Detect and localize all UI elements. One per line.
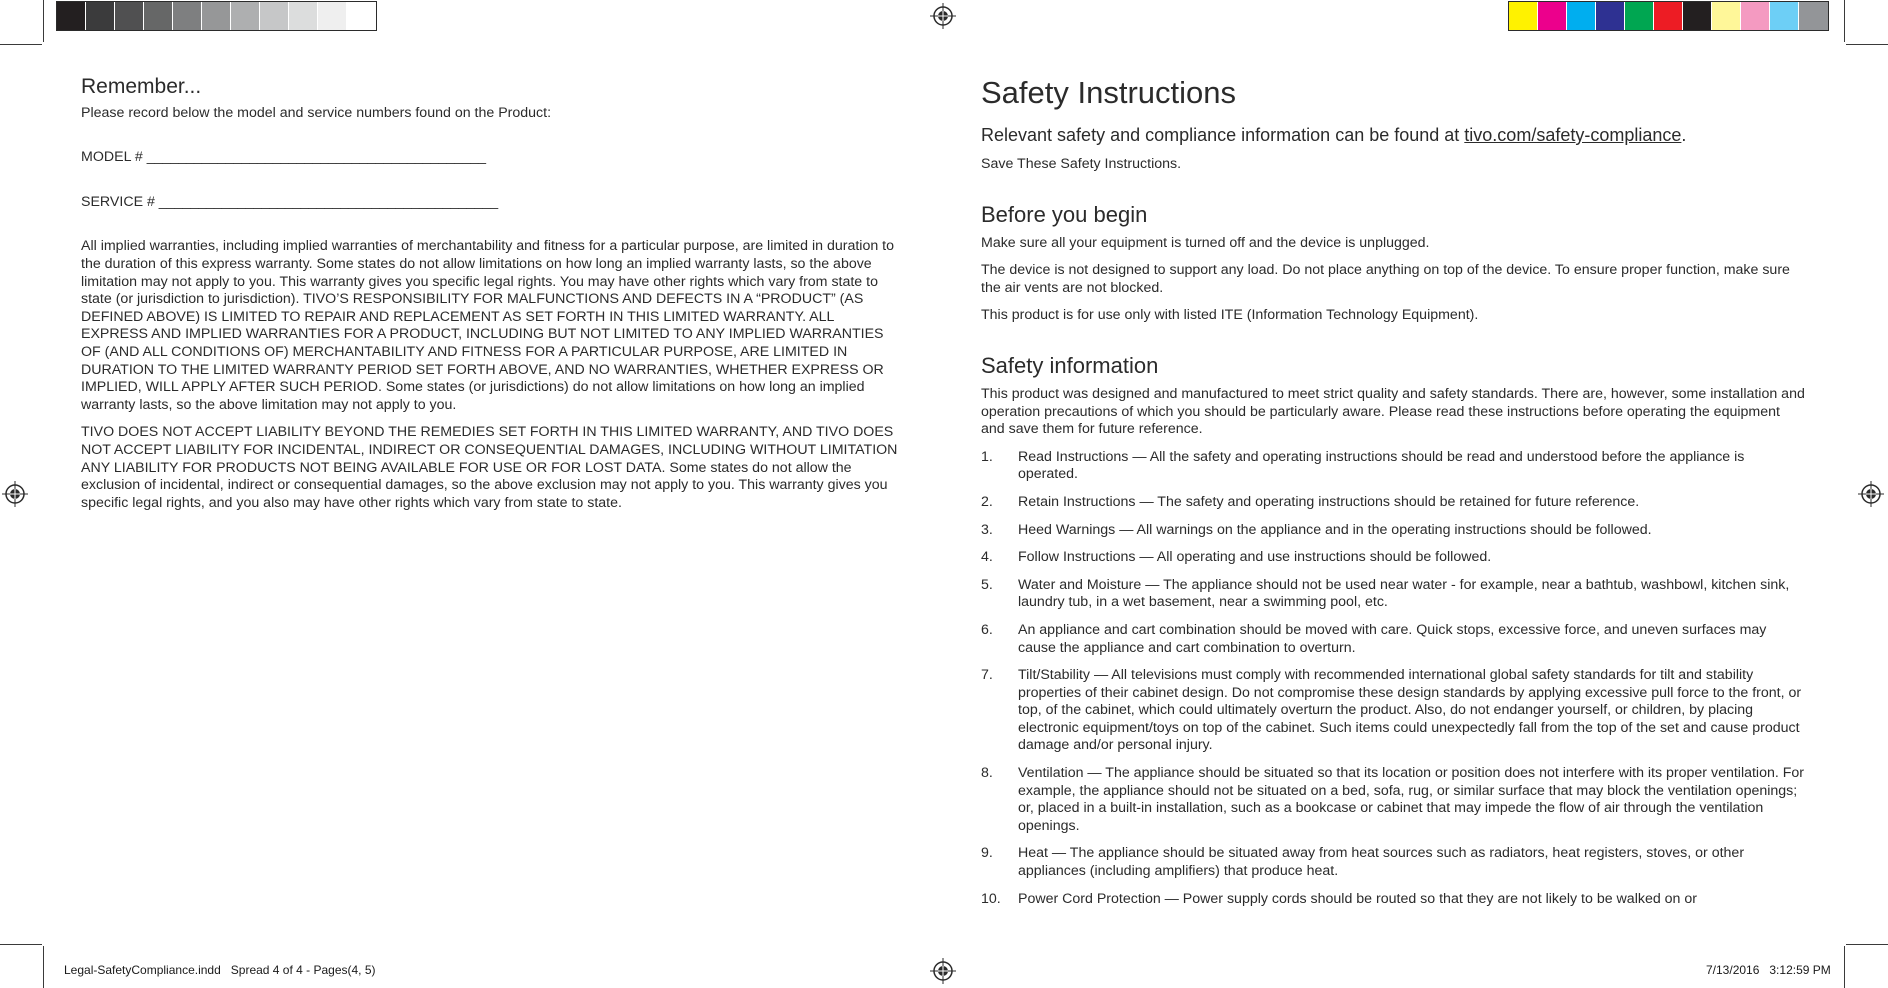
list-item: [981, 577, 1806, 612]
color-swatch: [1625, 2, 1654, 30]
registration-mark-icon: [930, 3, 956, 29]
list-item-text: Tilt/Stability — All televisions must comply with recommended international global safety standards for tilt and stability properties of their cabinet design. Do not compromise these design standards by applying excessive pull force to the front, or top, of the cabinet, which could ultimately overturn the product. Also, do not endanger yourself, or children, by placing electronic equipment/toys on top of the cabinet. Such items could unexpectedly fall from the top of the set and cause product damage and/or personal injury.: [1018, 667, 1802, 754]
gray-swatch: [289, 2, 318, 30]
before-paragraph-2: The device is not designed to support any load. Do not place anything on top of the device. To ensure proper function, make sure the air vents are not blocked.: [981, 262, 1790, 296]
color-swatch: [1741, 2, 1770, 30]
crop-mark: [43, 946, 44, 988]
list-item-number: 9.: [981, 845, 993, 862]
color-swatch: [1538, 2, 1567, 30]
left-page: [81, 74, 901, 522]
remember-heading: Remember...: [81, 75, 202, 98]
list-item-text: Ventilation — The appliance should be situated so that its location or position does not interfere with its proper ventilation. For example, the appliance should not be situated on a bed, sofa, rug, or similar surface that may block the ventilation openings; or, placed in a built-in installation, such as a bookcase or cabinet that may impede the flow of air through the ventilation openings.: [1018, 765, 1805, 834]
color-swatch: [1654, 2, 1683, 30]
list-item-number: 8.: [981, 765, 993, 782]
crop-mark: [1846, 44, 1888, 45]
subtitle-period: .: [1681, 125, 1687, 145]
list-item-text: Heat — The appliance should be situated away from heat sources such as radiators, heat registers, stoves, or other appliances (including amplifiers) that produce heat.: [1018, 845, 1745, 880]
list-item-number: 6.: [981, 621, 993, 638]
color-swatch-bar: [1508, 1, 1829, 31]
crop-mark: [0, 44, 42, 45]
compliance-link[interactable]: tivo.com/safety-compliance: [1464, 125, 1682, 145]
safety-instruction-list: [981, 449, 1806, 908]
before-paragraph-1: Make sure all your equipment is turned off and the device is unplugged.: [981, 234, 1430, 251]
list-item: [981, 449, 1806, 484]
color-swatch: [1799, 2, 1828, 30]
compliance-subtitle: [981, 124, 1806, 146]
gray-swatch-bar: [56, 1, 377, 31]
warranty-paragraph: All implied warranties, including implied warranties of merchantability and fitness for a particular purpose, are limited in duration to the duration of this express warranty. Some states do not allow limitations on how long an implied warranty lasts, so the above limitation may not apply to you. This warranty gives you specific legal rights. You may have other rights which vary from state to state (or jurisdiction to jurisdiction). TIVO’S RESPONSIBILITY FOR MALFUNCTIONS AND DEFECTS IN A “PRODUCT” (AS DEFINED ABOVE) IS LIMITED TO REPAIR AND REPLACEMENT AS SET FORTH IN THIS LIMITED WARRANTY. ALL EXPRESS AND IMPLIED WARRANTIES FOR A PRODUCT, INCLUDING BUT NOT LIMITED TO ANY IMPLIED WARRANTIES OF (AND ALL CONDITIONS OF) MERCHANTABILITY AND FITNESS FOR A PARTICULAR PURPOSE, ARE LIMITED IN DURATION TO THE LIMITED WARRANTY PERIOD SET FORTH ABOVE, AND NO WARRANTIES, WHETHER EXPRESS OR IMPLIED, WILL APPLY AFTER SUCH PERIOD. Some states (or jurisdictions) do not allow limitations on how long an implied warranty lasts, so the above limitation may not apply to you.: [81, 238, 895, 413]
gray-swatch: [86, 2, 115, 30]
list-item: [981, 522, 1806, 540]
list-item: [981, 549, 1806, 567]
gray-swatch: [144, 2, 173, 30]
record-intro: Please record below the model and service numbers found on the Product:: [81, 104, 552, 121]
list-item-number: 3.: [981, 521, 993, 538]
color-swatch: [1596, 2, 1625, 30]
color-swatch: [1712, 2, 1741, 30]
color-swatch: [1683, 2, 1712, 30]
list-item-number: 4.: [981, 549, 993, 566]
subtitle-text: Relevant safety and compliance information can be found at: [981, 125, 1465, 145]
gray-swatch: [57, 2, 86, 30]
list-item-text: Heed Warnings — All warnings on the appliance and in the operating instructions should be followed.: [1018, 521, 1652, 538]
list-item: [981, 667, 1806, 755]
list-item-text: Retain Instructions — The safety and operating instructions should be retained for future reference.: [1018, 493, 1640, 510]
list-item-number: 7.: [981, 667, 993, 684]
crop-mark: [43, 0, 44, 42]
list-item-text: Read Instructions — All the safety and operating instructions should be read and understood before the appliance is operated.: [1018, 448, 1745, 483]
list-item: [981, 845, 1806, 880]
model-number-field: MODEL # ___________________________________________: [81, 149, 486, 166]
crop-mark: [0, 944, 42, 945]
list-item-text: Water and Moisture — The appliance should not be used near water - for example, near a bathtub, washbowl, kitchen sink, laundry tub, in a wet basement, near a swimming pool, etc.: [1018, 576, 1790, 611]
list-item-number: 5.: [981, 576, 993, 593]
crop-mark: [1844, 0, 1845, 42]
liability-paragraph: TIVO DOES NOT ACCEPT LIABILITY BEYOND THE REMEDIES SET FORTH IN THIS LIMITED WARRANTY, AND TIVO DOES NOT ACCEPT LIABILITY FOR INCIDENTAL, INDIRECT OR CONSEQUENTIAL DAMAGES, INCLUDING WITHOUT LIMITATION ANY LIABILITY FOR PRODUCTS NOT BEING AVAILABLE FOR USE OR FOR LOST DATA. Some states do not allow the exclusion of incidental, indirect or consequential damages, so the above exclusion may not apply to you. This warranty gives you specific legal rights, and you also may have other rights which vary from state to state.: [81, 424, 898, 511]
gray-swatch: [347, 2, 376, 30]
list-item-text: Power Cord Protection — Power supply cords should be routed so that they are not likely to be walked on or: [1018, 890, 1697, 907]
registration-mark-icon: [930, 958, 956, 984]
registration-mark-icon: [2, 481, 28, 507]
list-item: [981, 494, 1806, 512]
gray-swatch: [318, 2, 347, 30]
gray-swatch: [115, 2, 144, 30]
service-number-field: SERVICE # ___________________________________________: [81, 193, 499, 210]
safety-information-heading: Safety information: [981, 352, 1159, 378]
slug-file-info: Legal-SafetyCompliance.indd Spread 4 of 4 - Pages(4, 5): [64, 963, 376, 977]
registration-mark-icon: [1858, 481, 1884, 507]
color-swatch: [1509, 2, 1538, 30]
list-item-number: 10.: [981, 890, 1001, 907]
crop-mark: [1846, 944, 1888, 945]
right-page: [981, 74, 1806, 918]
save-note: Save These Safety Instructions.: [981, 156, 1182, 172]
list-item-number: 2.: [981, 493, 993, 510]
before-paragraph-3: This product is for use only with listed ITE (Information Technology Equipment).: [981, 307, 1479, 324]
gray-swatch: [231, 2, 260, 30]
crop-mark: [1844, 946, 1845, 988]
list-item-text: An appliance and cart combination should be moved with care. Quick stops, excessive force, and uneven surfaces may cause the appliance and cart combination to overturn.: [1018, 621, 1767, 656]
page-title: Safety Instructions: [981, 75, 1237, 110]
gray-swatch: [173, 2, 202, 30]
color-swatch: [1770, 2, 1799, 30]
before-you-begin-heading: Before you begin: [981, 201, 1148, 227]
list-item-number: 1.: [981, 448, 993, 465]
gray-swatch: [260, 2, 289, 30]
gray-swatch: [202, 2, 231, 30]
safety-information-intro: This product was designed and manufactured to meet strict quality and safety standards. There are, however, some installation and operation precautions of which you should be particularly aware. Please read these instructions before operating the equipment and save them for future reference.: [981, 385, 1805, 438]
list-item: [981, 622, 1806, 657]
list-item: [981, 765, 1806, 835]
slug-timestamp: 7/13/2016 3:12:59 PM: [1706, 963, 1831, 977]
list-item-text: Follow Instructions — All operating and use instructions should be followed.: [1018, 549, 1492, 566]
list-item: [981, 891, 1806, 909]
color-swatch: [1567, 2, 1596, 30]
